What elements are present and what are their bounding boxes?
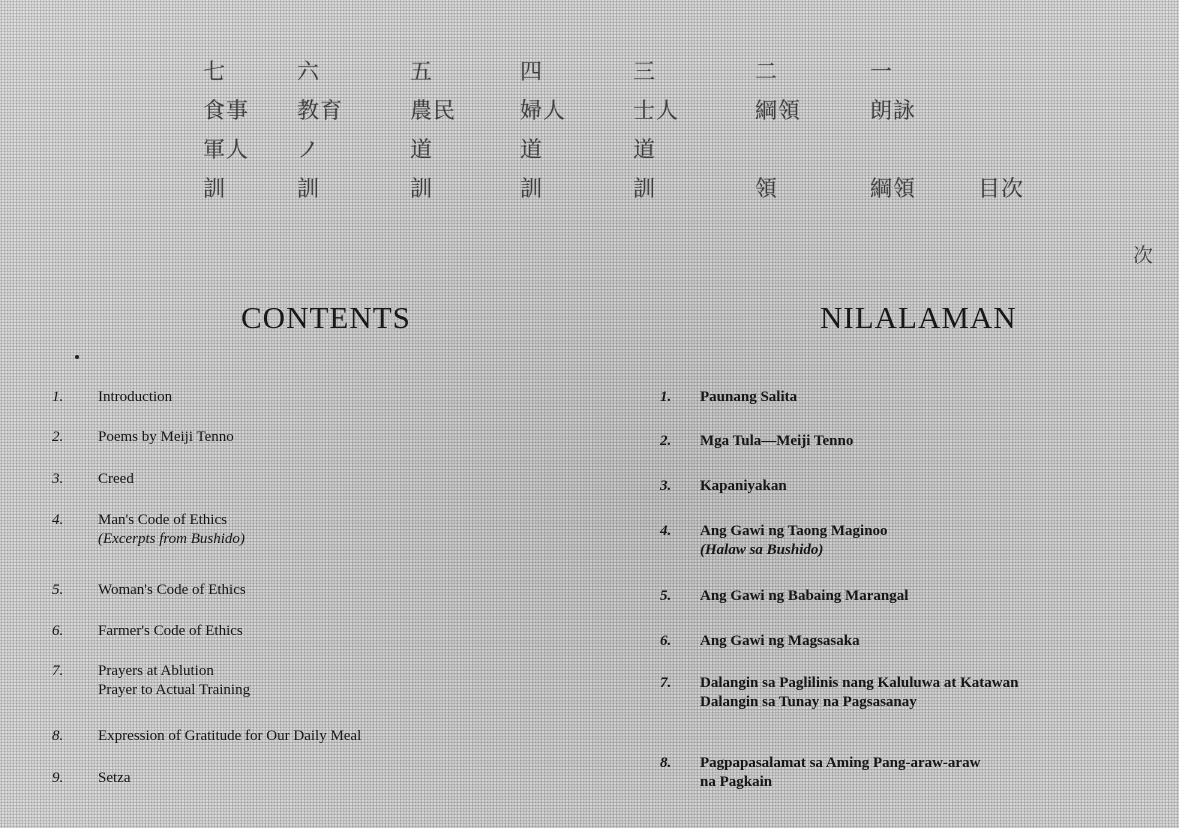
item-title: Mga Tula—Meiji Tenno: [700, 433, 854, 449]
contents-heading: CONTENTS: [241, 300, 411, 335]
japanese-glyph: 軍人: [203, 138, 250, 163]
japanese-glyph: 三: [633, 60, 657, 85]
item-number: 3.: [52, 471, 64, 487]
japanese-glyph: 訓: [203, 177, 227, 202]
nilalaman-item-8: [660, 754, 980, 792]
contents-item-2: [52, 428, 234, 447]
item-subtitle: (Excerpts from Bushido): [98, 531, 245, 547]
item-number: 6.: [52, 623, 64, 639]
contents-item-1: [52, 388, 172, 407]
japanese-glyph: [978, 136, 1038, 166]
japanese-column-1: [870, 58, 930, 205]
nilalaman-item-6: [660, 632, 860, 651]
item-number: 3.: [660, 478, 672, 494]
japanese-glyph: 六: [297, 60, 321, 85]
japanese-toc-columns: [185, 58, 1065, 233]
japanese-glyph: 七: [203, 60, 227, 85]
item-subtitle: (Halaw sa Bushido): [700, 542, 824, 558]
japanese-glyph: 訓: [633, 177, 657, 202]
item-number: 2.: [660, 433, 672, 449]
item-title: Setza: [98, 770, 131, 786]
japanese-glyph: [755, 136, 815, 166]
japanese-glyph: 道: [633, 138, 657, 163]
item-title: Introduction: [98, 389, 173, 405]
item-title: Paunang Salita: [700, 389, 798, 405]
contents-item-5: [52, 581, 246, 600]
nilalaman-item-4: [660, 522, 888, 560]
item-number: 9.: [52, 770, 64, 786]
item-number: 8.: [660, 755, 672, 771]
nilalaman-item-1: [660, 388, 797, 407]
item-title: Prayers at Ablution: [98, 663, 214, 679]
japanese-glyph: [870, 136, 930, 166]
japanese-column-4: [520, 58, 580, 205]
item-number: 5.: [52, 582, 64, 598]
contents-item-4: [52, 511, 245, 549]
item-number: 4.: [52, 512, 64, 528]
japanese-glyph: 朗詠: [870, 99, 917, 124]
item-title-line-2: na Pagkain: [700, 774, 773, 790]
contents-item-3: [52, 470, 134, 489]
japanese-glyph: 農民: [410, 99, 457, 124]
japanese-glyph: 領: [755, 177, 779, 202]
nilalaman-item-5: [660, 587, 908, 606]
japanese-glyph: 訓: [297, 177, 321, 202]
japanese-column-title: [978, 58, 1038, 205]
japanese-glyph: 目次: [978, 177, 1025, 202]
japanese-glyph: 五: [410, 60, 434, 85]
item-number: 6.: [660, 633, 672, 649]
item-title: Creed: [98, 471, 134, 487]
japanese-glyph: 士人: [633, 99, 680, 124]
japanese-glyph: 訓: [410, 177, 434, 202]
item-title: Ang Gawi ng Taong Maginoo: [700, 523, 888, 539]
japanese-glyph: 教育: [297, 99, 344, 124]
item-number: 8.: [52, 728, 64, 744]
japanese-glyph: 食事: [203, 99, 250, 124]
japanese-glyph: [978, 97, 1038, 127]
japanese-glyph: 道: [410, 138, 434, 163]
item-title: Ang Gawi ng Babaing Marangal: [700, 588, 909, 604]
item-number: 7.: [660, 675, 672, 691]
item-title: Kapaniyakan: [700, 478, 787, 494]
item-title: Expression of Gratitude for Our Daily Meal: [98, 728, 362, 744]
japanese-stamp-glyph: 次: [1133, 243, 1153, 267]
japanese-glyph: 四: [520, 60, 544, 85]
japanese-column-5: [410, 58, 470, 205]
japanese-glyph: 二: [755, 60, 779, 85]
japanese-column-6: [297, 58, 357, 205]
nilalaman-item-7: [660, 674, 1018, 712]
item-number: 1.: [52, 389, 64, 405]
nilalaman-item-3: [660, 477, 787, 496]
japanese-glyph: 婦人: [520, 99, 567, 124]
item-number: 2.: [52, 429, 64, 445]
ink-dot: [75, 355, 79, 359]
japanese-glyph: 訓: [520, 177, 544, 202]
item-title: Dalangin sa Paglilinis nang Kaluluwa at Katawan: [700, 675, 1019, 691]
japanese-column-7: [203, 58, 263, 205]
japanese-column-3: [633, 58, 693, 205]
item-title-line-2: Dalangin sa Tunay na Pagsasanay: [700, 694, 917, 710]
item-title: Ang Gawi ng Magsasaka: [700, 633, 860, 649]
contents-item-6: [52, 622, 243, 641]
contents-item-8: [52, 727, 361, 746]
item-title: Woman's Code of Ethics: [98, 582, 246, 598]
item-title: Man's Code of Ethics: [98, 512, 227, 528]
item-number: 5.: [660, 588, 672, 604]
item-title: Farmer's Code of Ethics: [98, 623, 243, 639]
japanese-column-2: [755, 58, 815, 205]
contents-item-9: [52, 769, 130, 788]
nilalaman-heading: NILALAMAN: [820, 300, 1017, 335]
item-title: Pagpapasalamat sa Aming Pang-araw-araw: [700, 755, 981, 771]
japanese-glyph: 道: [520, 138, 544, 163]
item-title: Poems by Meiji Tenno: [98, 429, 234, 445]
item-number: 7.: [52, 663, 64, 679]
japanese-glyph: 一: [870, 60, 894, 85]
japanese-glyph: ノ: [297, 138, 321, 163]
item-number: 1.: [660, 389, 672, 405]
japanese-glyph: 綱領: [870, 177, 917, 202]
nilalaman-item-2: [660, 432, 853, 451]
japanese-glyph: [978, 58, 1038, 88]
contents-item-7: [52, 662, 250, 700]
japanese-glyph: 綱領: [755, 99, 802, 124]
item-number: 4.: [660, 523, 672, 539]
item-title-line-2: Prayer to Actual Training: [98, 682, 251, 698]
